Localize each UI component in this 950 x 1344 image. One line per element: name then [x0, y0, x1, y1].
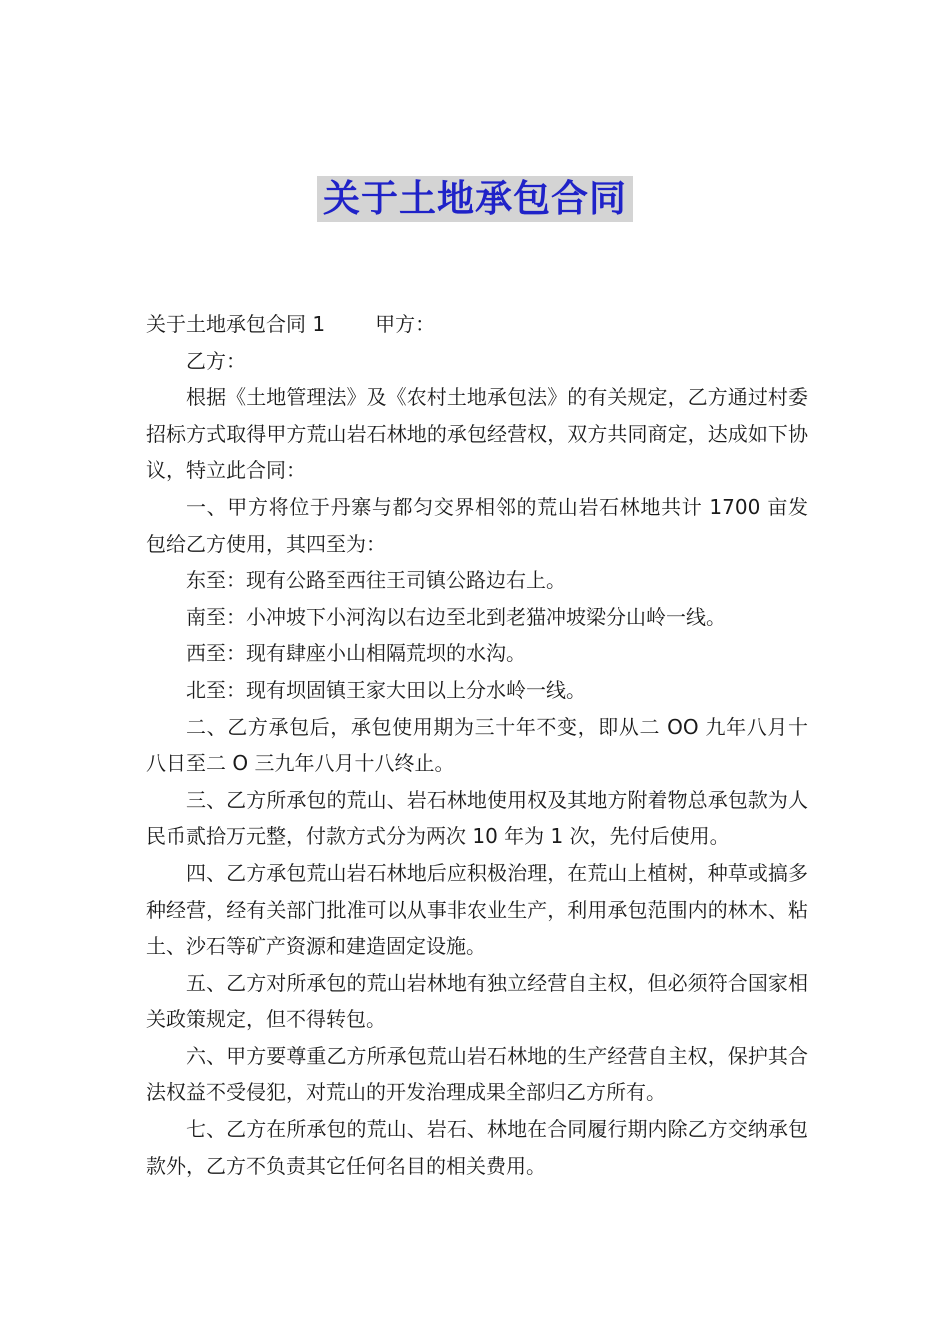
paragraph: 七、乙方在所承包的荒山、岩石、林地在合同履行期内除乙方交纳承包款外，乙方不负责其它任何名目的相关费用。	[146, 1117, 808, 1178]
paragraph: 西至：现有肆座小山相隔荒坝的水沟。	[186, 641, 526, 666]
document-body	[146, 306, 808, 1184]
paragraph: 三、乙方所承包的荒山、岩石林地使用权及其地方附着物总承包款为人民币贰拾万元整，付款方式分为两次 10 年为 1 次，先付后使用。	[146, 787, 808, 849]
first-line	[146, 306, 808, 343]
party-a-label: 甲方：	[375, 312, 436, 336]
paragraph: 北至：现有坝固镇王家大田以上分水岭一线。	[186, 677, 586, 702]
paragraph: 四、乙方承包荒山岩石林地后应积极治理，在荒山上植树，种草或搞多种经营，经有关部门批准可以从事非农业生产，利用承包范围内的林木、粘土、沙石等矿产资源和建造固定设施。	[146, 860, 808, 959]
title-container	[0, 176, 950, 222]
paragraph: 六、甲方要尊重乙方所承包荒山岩石林地的生产经营自主权，保护其合法权益不受侵犯，对荒山的开发治理成果全部归乙方所有。	[146, 1043, 808, 1105]
paragraph: 南至：小冲坡下小河沟以右边至北到老猫冲坡梁分山岭一线。	[186, 604, 726, 629]
paragraph: 二、乙方承包后，承包使用期为三十年不变，即从二 OO 九年八月十八日至二 O 三九年八月十八终止。	[146, 714, 808, 776]
paragraph: 东至：现有公路至西往王司镇公路边右上。	[186, 568, 566, 593]
document-title: 关于土地承包合同	[317, 176, 633, 222]
contract-heading: 关于土地承包合同 1	[146, 312, 326, 336]
paragraph: 五、乙方对所承包的荒山岩林地有独立经营自主权，但必须符合国家相关政策规定，但不得转包。	[146, 970, 808, 1032]
paragraph: 乙方：	[186, 348, 246, 373]
paragraph: 一、甲方将位于丹寨与都匀交界相邻的荒山岩石林地共计 1700 亩发包给乙方使用，其四至为：	[146, 494, 808, 556]
paragraph: 根据《土地管理法》及《农村土地承包法》的有关规定，乙方通过村委招标方式取得甲方荒山岩石林地的承包经营权，双方共同商定，达成如下协议，特立此合同：	[146, 385, 808, 483]
